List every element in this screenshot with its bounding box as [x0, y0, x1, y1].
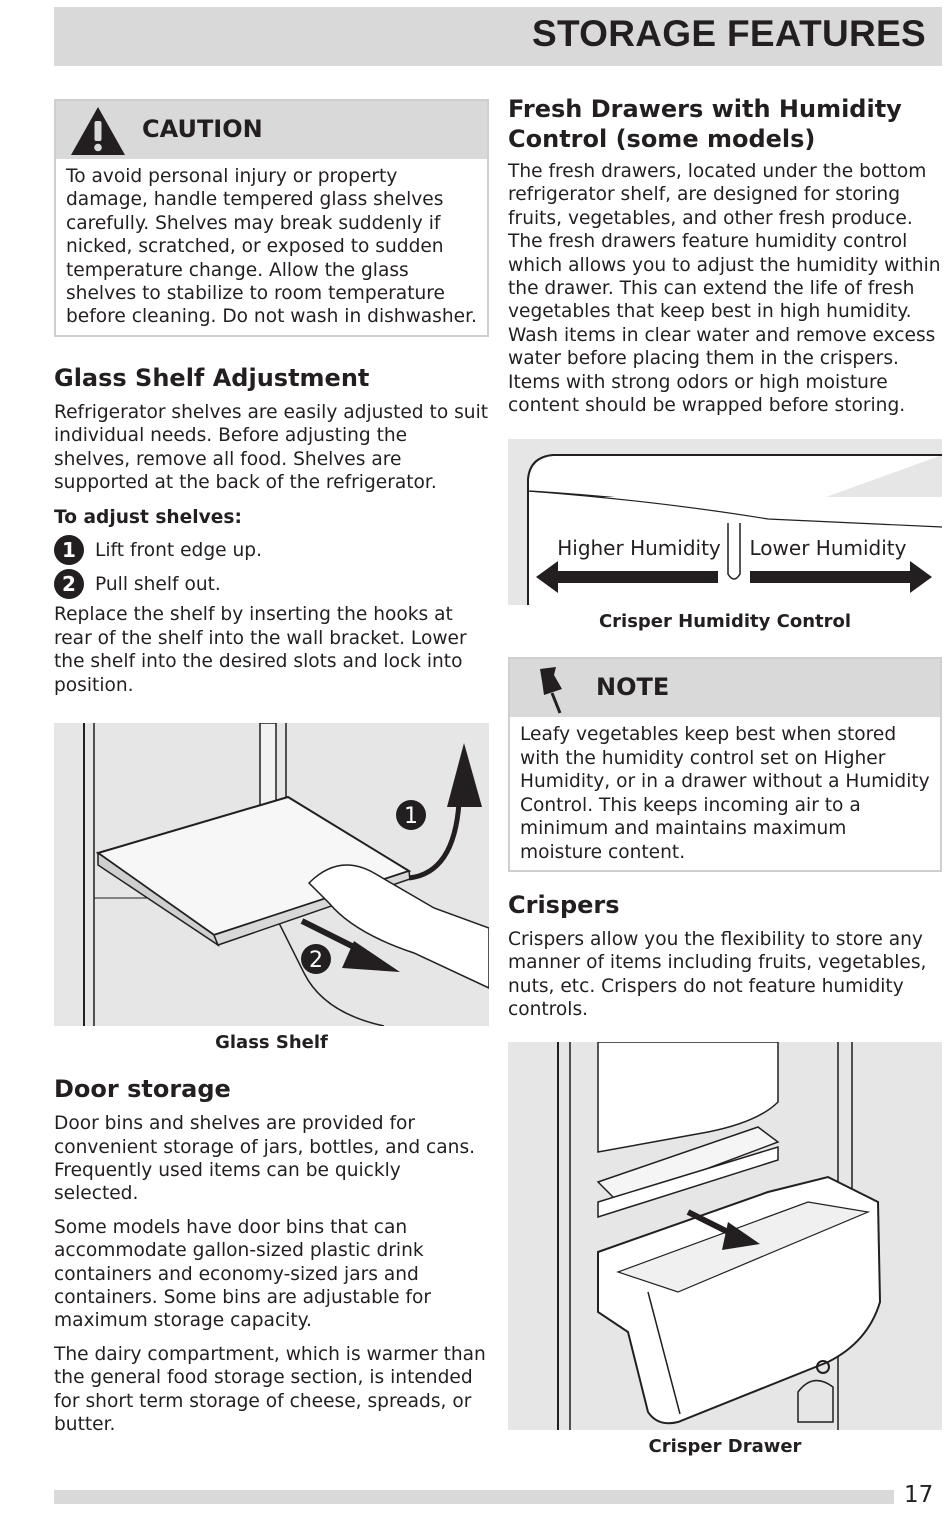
note-text: Leafy vegetables keep best when stored with the humidity control set on Higher Humidity, or in a drawer without a Humidity Control. This keeps incoming air to a minimum and maintains maximum moisture content.	[520, 724, 930, 863]
figure-label-two: 2	[309, 948, 323, 974]
door-storage-heading: Door storage	[54, 1075, 231, 1104]
step-item	[54, 533, 489, 567]
crisper-drawer-drawing	[508, 1042, 942, 1430]
fresh-drawers-body: The fresh drawers, located under the bottom refrigerator shelf, are designed for storing fruits, vegetables, and other fresh produce. The fresh drawers feature humidity control which allows you to adjust the humidity within the drawer. This can extend the life of fresh vegetables that keep best in high humidity. Wash items in clear water and remove excess water before placing them in the crispers. Items with strong odors or high moisture content should be wrapped before storing.	[508, 161, 941, 417]
glass-shelf-caption: Glass Shelf	[215, 1032, 328, 1054]
steps-heading: To adjust shelves:	[54, 507, 242, 529]
caution-text: To avoid personal injury or property damage, handle tempered glass shelves carefully. Shelves may break suddenly if nicked, scratched, or exposed to sudden temperature change. Allow the glass shelves to stabilize to room temperature before cleaning. Do not wash in dishwasher.	[66, 166, 477, 328]
fresh-drawers-heading: Fresh Drawers with Humidity Control (some models)	[508, 95, 902, 153]
lower-humidity-label: Lower Humidity	[749, 536, 907, 561]
crisper-drawer-caption: Crisper Drawer	[648, 1435, 802, 1457]
note-body	[510, 717, 940, 869]
footer-bar	[54, 1490, 894, 1504]
step-number: 2	[54, 569, 84, 599]
humidity-control-caption: Crisper Humidity Control	[598, 611, 852, 633]
step-number: 1	[54, 535, 84, 565]
door-storage-p3: The dairy compartment, which is warmer than the general food storage section, is intended for short term storage of cheese, spreads, or butter.	[54, 1343, 486, 1435]
right-column	[508, 94, 942, 1458]
door-storage-p1: Door bins and shelves are provided for convenient storage of jars, bottles, and cans. Frequently used items can be quickly selected.	[54, 1113, 476, 1205]
note-header	[510, 659, 940, 717]
page-title: STORAGE FEATURES	[531, 13, 926, 54]
figure-label-one: 1	[404, 804, 418, 830]
caution-header	[56, 101, 487, 159]
step-text: Lift front edge up.	[95, 539, 262, 561]
note-title: NOTE	[596, 673, 670, 702]
page-number: 17	[904, 1482, 934, 1508]
humidity-control-illustration	[508, 439, 942, 605]
higher-humidity-label: Higher Humidity	[557, 536, 721, 561]
caution-box	[54, 99, 489, 337]
header-bar	[54, 7, 942, 66]
humidity-control-drawing	[508, 439, 942, 605]
caution-body	[56, 159, 487, 335]
steps-list	[54, 533, 489, 601]
warning-icon	[69, 105, 127, 157]
left-column	[54, 99, 489, 1436]
glass-shelf-heading: Glass Shelf Adjustment	[54, 363, 370, 392]
caution-title: CAUTION	[142, 115, 263, 143]
door-storage-p2: Some models have door bins that can accommodate gallon-sized plastic drink containers and economy-sized jars and containers. Some bins are adjustable for maximum storage capacity.	[54, 1216, 431, 1332]
glass-shelf-replace: Replace the shelf by inserting the hooks at rear of the shelf into the wall bracket. Lower the shelf into the desired slots and lock into position.	[54, 604, 467, 696]
crisper-drawer-illustration	[508, 1042, 942, 1430]
crispers-body: Crispers allow you the flexibility to store any manner of items including fruits, vegetables, nuts, etc. Crispers do not feature humidity controls.	[508, 928, 927, 1021]
glass-shelf-illustration	[54, 723, 489, 1026]
pushpin-icon	[534, 665, 574, 715]
crispers-heading: Crispers	[508, 890, 620, 919]
note-box	[508, 657, 942, 871]
step-text: Pull shelf out.	[95, 573, 221, 595]
glass-shelf-drawing	[54, 723, 489, 1026]
glass-shelf-intro: Refrigerator shelves are easily adjusted to suit individual needs. Before adjusting the shelves, remove all food. Shelves are supported at the back of the refrigerator.	[54, 401, 489, 494]
step-item	[54, 567, 489, 601]
